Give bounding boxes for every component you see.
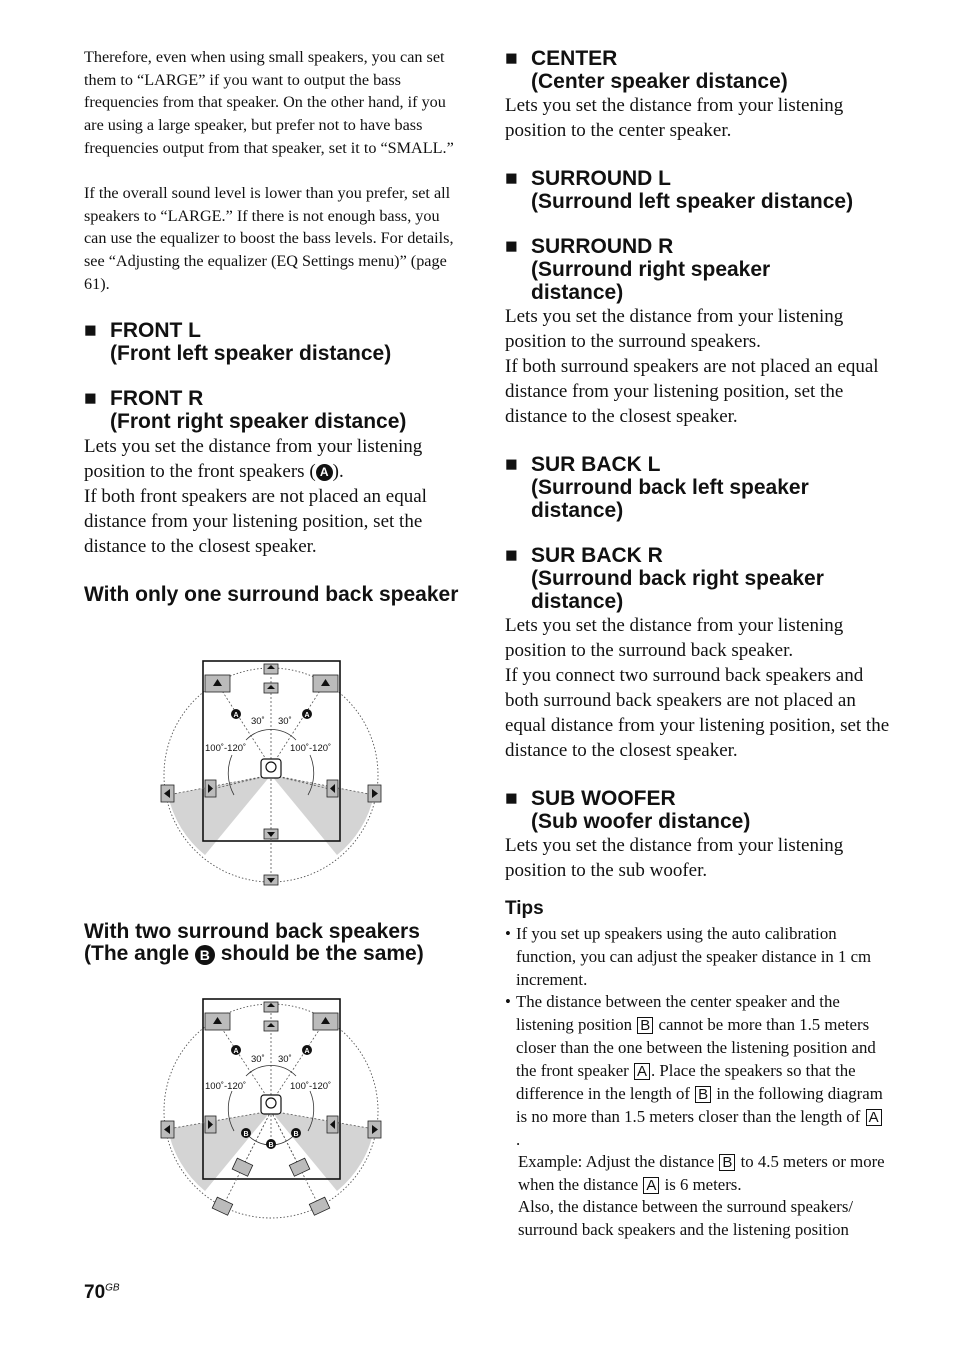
sur-back-l-subtitle-2: distance) — [531, 499, 624, 522]
surround-l-heading — [505, 167, 853, 213]
diagram1-heading: With only one surround back speaker — [84, 583, 459, 606]
box-a-icon: A — [866, 1109, 882, 1126]
intro-paragraph-1: Therefore, even when using small speakers, you can set them to “LARGE” if you want to output the bass frequencies from that speaker. On the other hand, if you are using a large speaker, but prefer not to have bass frequencies output from that speaker, set it to “SMALL.” — [84, 48, 454, 157]
sur-back-r-subtitle-1: (Surround back right speaker — [531, 567, 824, 590]
page-number: $70^{GB}$ — [84, 1282, 120, 1303]
center-title: CENTER — [531, 47, 618, 70]
center-subtitle: (Center speaker distance) — [531, 70, 788, 93]
label-b-right: B — [293, 1131, 299, 1138]
sur-back-r-heading — [505, 544, 824, 613]
intro-paragraph-2: If the overall sound level is lower than you prefer, set all speakers to “LARGE.” If there is not enough bass, you can use the equalizer to boost the bass levels. For details, see “Adjusting the equalizer (EQ Settings menu)” (page 61). — [84, 184, 454, 293]
surround-r-subtitle-1: (Surround right speaker — [531, 258, 771, 281]
box-a-icon: A — [634, 1063, 650, 1080]
tip-1-text: If you set up speakers using the auto calibration function, you can adjust the speaker distance in 1 cm increment. — [516, 924, 872, 989]
angle-30-right: 30˚ — [278, 716, 292, 727]
front-r-description — [84, 434, 464, 484]
square-bullet-icon: ■ — [84, 319, 97, 342]
box-b-icon: B — [637, 1017, 653, 1034]
tip-example: Example: Adjust the distance B to 4.5 meters or more when the distance A is 6 meters. — [518, 1152, 885, 1194]
diagram2-heading — [84, 921, 464, 965]
marker-b-icon: B — [195, 945, 215, 965]
angle-100-left: 100˚-120˚ — [205, 743, 247, 754]
front-l-heading — [84, 319, 391, 365]
tip-also: Also, the distance between the surround speakers/ surround back speakers and the listening position — [518, 1197, 854, 1239]
front-r-heading — [84, 387, 406, 433]
diagram2-heading-line2b: should be the same) — [214, 942, 424, 965]
surround-r-description-2: If both surround speakers are not placed an equal distance from your listening position, set the distance to the closest speaker. — [505, 356, 879, 427]
sub-woofer-subtitle: (Sub woofer distance) — [531, 810, 751, 833]
square-bullet-icon: ■ — [84, 387, 97, 410]
front-r-subtitle: (Front right speaker distance) — [110, 410, 407, 433]
tips-heading: Tips — [505, 898, 544, 919]
diagram2-heading-line1: With two surround back speakers — [84, 920, 420, 943]
sur-back-l-subtitle-1: (Surround back left speaker — [531, 476, 809, 499]
front-l-title: FRONT L — [110, 319, 201, 342]
label-a-right: A — [304, 712, 310, 719]
angle-100-right-2: 100˚-120˚ — [290, 1081, 332, 1092]
front-l-subtitle: (Front left speaker distance) — [110, 342, 392, 365]
surround-r-description: Lets you set the distance from your listening position to the surround speakers. — [505, 306, 844, 352]
surround-back-left-speaker-icon — [232, 1158, 252, 1176]
front-r-text-a: Lets you set the distance from your listening position to the front speakers ( — [84, 436, 423, 482]
front-r-description-2: If both front speakers are not placed an equal distance from your listening position, set the distance to the closest speaker. — [84, 486, 427, 557]
speaker-diagram-two-back — [160, 993, 385, 1225]
tip-item-2 — [505, 990, 885, 1151]
square-bullet-icon: ■ — [505, 453, 518, 476]
angle-30-left: 30˚ — [251, 716, 265, 727]
angle-100-left-2: 100˚-120˚ — [205, 1081, 247, 1092]
box-b-icon: B — [695, 1086, 711, 1103]
label-a-left-2: A — [233, 1048, 239, 1055]
tip-2-text: The distance between the center speaker and the listening position B cannot be more than 1.5 meters closer than the one between the listening position and the front speaker A . Place the speakers so that the difference in the length of B in the following diagram is no more than 1.5 meters closer than the length of A. — [516, 992, 883, 1149]
label-a-right-2: A — [304, 1048, 310, 1055]
tip-bullet-icon: • — [505, 924, 511, 943]
angle-100-right: 100˚-120˚ — [290, 743, 332, 754]
tip-item-1 — [505, 922, 885, 991]
speaker-diagram-one-back — [160, 655, 385, 890]
diagram2-heading-line2a: (The angle — [84, 942, 195, 965]
sur-back-r-description-2: If you connect two surround back speakers and both surround back speakers are not placed an equal distance from your listening position, set the distance to the closest speaker. — [505, 665, 890, 761]
front-r-text-b: ). — [332, 461, 344, 482]
sub-woofer-title: SUB WOOFER — [531, 787, 676, 810]
square-bullet-icon: ■ — [505, 544, 518, 567]
angle-30-right-2: 30˚ — [278, 1054, 292, 1065]
tip-bullet-icon: • — [505, 992, 511, 1011]
square-bullet-icon: ■ — [505, 47, 518, 70]
center-description: Lets you set the distance from your listening position to the center speaker. — [505, 95, 844, 141]
sub-woofer-description: Lets you set the distance from your listening position to the sub woofer. — [505, 835, 844, 881]
sub-woofer-heading — [505, 787, 750, 833]
surround-r-subtitle-2: distance) — [531, 281, 624, 304]
marker-a-icon: A — [316, 464, 333, 481]
sur-back-r-title: SUR BACK R — [531, 544, 663, 567]
label-b-left: B — [243, 1131, 249, 1138]
surround-back-left-outer-icon — [212, 1197, 232, 1215]
surround-l-subtitle: (Surround left speaker distance) — [531, 190, 854, 213]
surround-l-title: SURROUND L — [531, 167, 671, 190]
angle-30-left-2: 30˚ — [251, 1054, 265, 1065]
label-b-center: B — [268, 1142, 274, 1149]
square-bullet-icon: ■ — [505, 235, 518, 258]
label-a-left: A — [233, 712, 239, 719]
square-bullet-icon: ■ — [505, 167, 518, 190]
center-heading — [505, 47, 788, 93]
front-r-title: FRONT R — [110, 387, 204, 410]
surround-back-right-outer-icon — [309, 1197, 329, 1215]
box-a-icon: A — [643, 1177, 659, 1194]
square-bullet-icon: ■ — [505, 787, 518, 810]
box-b-icon: B — [719, 1154, 735, 1171]
page-suffix: GB — [105, 1282, 120, 1294]
surround-back-right-speaker-icon — [289, 1158, 309, 1176]
sur-back-l-title: SUR BACK L — [531, 453, 661, 476]
sur-back-r-subtitle-2: distance) — [531, 590, 624, 613]
sur-back-l-heading — [505, 453, 809, 522]
surround-r-title: SURROUND R — [531, 235, 674, 258]
surround-r-heading — [505, 235, 770, 304]
sur-back-r-description: Lets you set the distance from your listening position to the surround back speaker. — [505, 615, 844, 661]
